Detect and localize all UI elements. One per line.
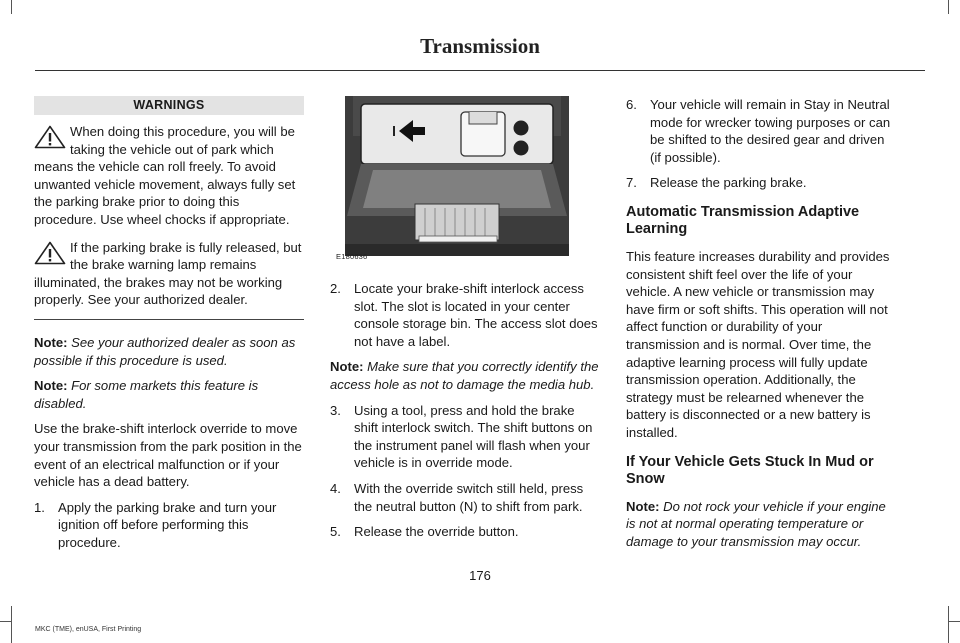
warning-triangle-icon: [34, 241, 66, 265]
step-number: 7.: [626, 175, 637, 191]
step-item: [34, 499, 304, 552]
warning-text: If the parking brake is fully released, but the brake warning lamp remains illuminated, the brakes may not be working properly. See your authorized dealer.: [34, 239, 302, 308]
body-paragraph: This feature increases durability and provides consistent shift feel over the life of your vehicle. A new vehicle or transmission may have firm or soft shifts. This operation will not affect function or durability of your transmission and is normal. Over time, the adaptive learning process will fully update transmission operation. Additionally, the strategy must be relearned whenever the battery is disconnected or a new battery is installed.: [626, 248, 890, 440]
note-text: Do not rock your vehicle if your engine is not at normal operating temperature or damage to your transmission may occur.: [626, 498, 886, 549]
crop-mark-bottom-right-h: [949, 621, 960, 622]
step-number: 5.: [330, 524, 341, 540]
warning-item: [34, 123, 304, 229]
note-text: For some markets this feature is disabled.: [34, 378, 259, 411]
middle-column: [330, 96, 600, 549]
crop-mark-top-right: [948, 0, 949, 14]
warning-item: [34, 239, 304, 309]
step-text: Using a tool, press and hold the brake shift interlock switch. The shift buttons on the instrument panel will flash when your vehicle is in override mode.: [354, 402, 593, 471]
step-item: [330, 402, 600, 472]
note-label: Note:: [330, 359, 364, 375]
step-number: 2.: [330, 281, 341, 296]
note-text: Make sure that you correctly identify the access hole as not to damage the media hub.: [330, 359, 599, 392]
note: [34, 334, 304, 369]
section-heading: Automatic Transmission Adaptive Learning: [626, 203, 860, 237]
crop-mark-bottom-left-h: [0, 621, 11, 622]
step-item: [626, 96, 894, 166]
step-number: 1.: [34, 499, 45, 515]
step-number: 3.: [330, 402, 341, 418]
step-text: Release the parking brake.: [650, 175, 807, 191]
section-heading: If Your Vehicle Gets Stuck In Mud or Snow: [626, 453, 874, 487]
note: [34, 377, 304, 412]
right-column: [626, 96, 894, 558]
step-item: [330, 480, 600, 515]
warnings-divider: [34, 319, 304, 320]
header-divider: [35, 70, 925, 71]
console-storage-bin-illustration: [333, 96, 575, 268]
crop-mark-bottom-right-v: [948, 606, 949, 643]
step-item: [626, 174, 894, 192]
body-paragraph: Use the brake-shift interlock override to move your transmission from the park position in the event of an electrical malfunction or if your vehicle has a dead battery.: [34, 421, 302, 490]
note-text: See your authorized dealer as soon as possible if this procedure is used.: [34, 334, 296, 368]
step-item: [330, 523, 600, 541]
step-number: 4.: [330, 480, 341, 496]
note: [330, 358, 600, 393]
note: [626, 498, 894, 551]
page-number: 176: [469, 568, 491, 583]
page-title: Transmission: [420, 34, 540, 58]
step-item: [330, 280, 600, 350]
step-text: With the override switch still held, press the neutral button (N) to shift from park.: [354, 480, 584, 514]
console-illustration-svg: [333, 96, 575, 268]
warnings-heading: WARNINGS: [34, 96, 304, 115]
figure-code: E180636: [336, 252, 368, 262]
step-text: Apply the parking brake and turn your ignition off before performing this procedure.: [58, 499, 277, 550]
footer-text: MKC (TME), enUSA, First Printing: [35, 626, 142, 633]
note-label: Note:: [34, 334, 68, 350]
step-text: Locate your brake-shift interlock access slot. The slot is located in your center console storage bin. The access slot does not have a label.: [354, 281, 598, 349]
note-label: Note:: [626, 498, 660, 514]
step-text: Your vehicle will remain in Stay in Neutral mode for wrecker towing purposes or can be shifted to the desired gear and driven (if possible).: [650, 97, 891, 165]
warning-triangle-icon: [34, 125, 66, 149]
left-column: [34, 96, 304, 559]
note-label: Note:: [34, 378, 68, 394]
warning-text: When doing this procedure, you will be taking the vehicle out of park which means the vehicle can roll freely. To avoid unwanted vehicle movement, always fully set the parking brake prior to doing this procedure. Use wheel chocks if appropriate.: [34, 124, 296, 227]
crop-mark-top-left: [11, 0, 12, 14]
crop-mark-bottom-left-v: [11, 606, 12, 643]
step-number: 6.: [626, 97, 637, 112]
step-text: Release the override button.: [354, 524, 519, 540]
